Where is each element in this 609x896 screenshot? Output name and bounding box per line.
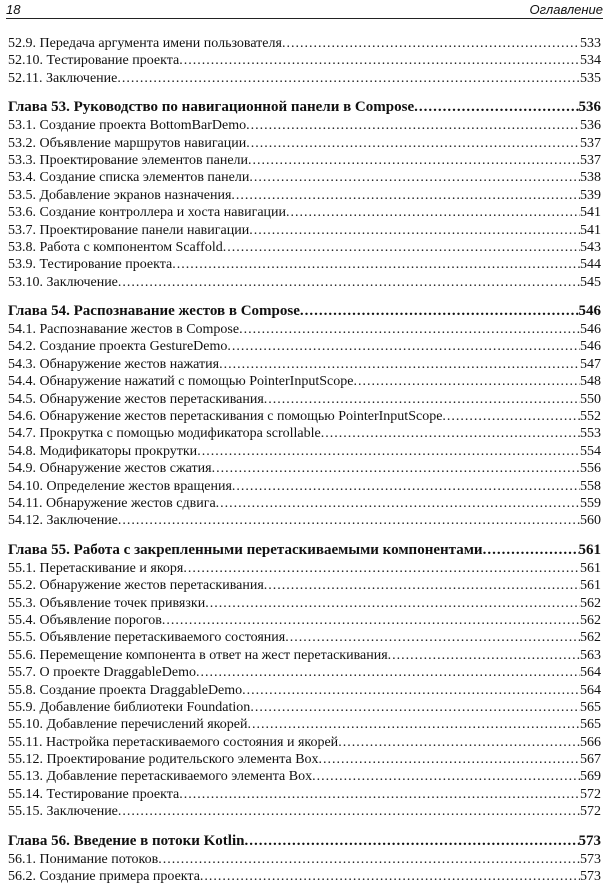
dot-leader bbox=[414, 98, 578, 117]
dot-leader bbox=[244, 832, 578, 851]
entry-title: 53.10. Заключение bbox=[8, 274, 118, 290]
toc-entry[interactable] bbox=[8, 751, 601, 768]
toc-entry[interactable] bbox=[8, 70, 601, 87]
entry-title: 55.4. Объявление порогов bbox=[8, 612, 162, 628]
page-ref: 554 bbox=[580, 443, 601, 459]
section-title: Оглавление bbox=[529, 2, 603, 17]
toc-entry[interactable] bbox=[8, 734, 601, 751]
page-ref: 558 bbox=[580, 478, 601, 494]
page-ref: 561 bbox=[580, 578, 601, 594]
toc-entry[interactable] bbox=[8, 204, 601, 221]
table-of-contents bbox=[8, 35, 601, 885]
entry-title: 55.11. Настройка перетаскиваемого состояния и якорей bbox=[8, 734, 339, 750]
page-ref: 535 bbox=[580, 70, 601, 86]
page-ref: 563 bbox=[580, 647, 601, 663]
dot-leader bbox=[196, 664, 580, 681]
toc-entry[interactable] bbox=[8, 460, 601, 477]
page-ref: 564 bbox=[580, 682, 601, 698]
running-header bbox=[6, 0, 603, 19]
toc-entry[interactable] bbox=[8, 612, 601, 629]
page-ref: 553 bbox=[580, 426, 601, 442]
dot-leader bbox=[264, 577, 580, 594]
dot-leader bbox=[223, 239, 580, 256]
toc-entry[interactable] bbox=[8, 560, 601, 577]
dot-leader bbox=[246, 117, 580, 134]
dot-leader bbox=[246, 135, 580, 152]
entry-title: 52.10. Тестирование проекта bbox=[8, 53, 180, 69]
toc-entry[interactable] bbox=[8, 803, 601, 820]
page-ref: 564 bbox=[580, 665, 601, 681]
dot-leader bbox=[300, 302, 579, 321]
dot-leader bbox=[158, 851, 580, 868]
toc-entry[interactable] bbox=[8, 786, 601, 803]
dot-leader bbox=[247, 716, 580, 733]
toc-entry[interactable] bbox=[8, 682, 601, 699]
toc-entry[interactable] bbox=[8, 716, 601, 733]
dot-leader bbox=[227, 338, 580, 355]
toc-entry[interactable] bbox=[8, 239, 601, 256]
entry-title: 53.6. Создание контроллера и хоста навигации bbox=[8, 205, 287, 221]
page-ref: 538 bbox=[580, 170, 601, 186]
page-ref: 567 bbox=[580, 752, 601, 768]
dot-leader bbox=[353, 373, 580, 390]
page-ref: 572 bbox=[580, 804, 601, 820]
entry-title: 54.4. Обнаружение нажатий с помощью PointerInputScope bbox=[8, 374, 354, 390]
entry-title: 55.3. Объявление точек привязки bbox=[8, 595, 206, 611]
entry-title: 53.9. Тестирование проекта bbox=[8, 257, 173, 273]
entry-title: 55.8. Создание проекта DraggableDemo bbox=[8, 682, 243, 698]
dot-leader bbox=[117, 70, 580, 87]
chapter-entry[interactable] bbox=[8, 832, 601, 851]
dot-leader bbox=[319, 751, 580, 768]
toc-entry[interactable] bbox=[8, 256, 601, 273]
dot-leader bbox=[442, 408, 580, 425]
page-ref: 545 bbox=[580, 274, 601, 290]
page-ref: 562 bbox=[580, 630, 601, 646]
toc-entry[interactable] bbox=[8, 629, 601, 646]
page-ref: 552 bbox=[580, 409, 601, 425]
toc-entry[interactable] bbox=[8, 512, 601, 529]
entry-title: 55.13. Добавление перетаскиваемого элемента Box bbox=[8, 769, 313, 785]
entry-title: 54.8. Модификаторы прокрутки bbox=[8, 443, 198, 459]
toc-entry[interactable] bbox=[8, 356, 601, 373]
dot-leader bbox=[264, 391, 580, 408]
toc-entry[interactable] bbox=[8, 222, 601, 239]
entry-title: 54.7. Прокрутка с помощью модификатора scrollable bbox=[8, 426, 321, 442]
page-ref: 536 bbox=[578, 99, 601, 116]
entry-title: 55.12. Проектирование родительского элемента Box bbox=[8, 752, 319, 768]
page-ref: 562 bbox=[580, 595, 601, 611]
page-ref: 550 bbox=[580, 391, 601, 407]
page-ref: 573 bbox=[580, 851, 601, 867]
entry-title: 55.9. Добавление библиотеки Foundation bbox=[8, 699, 251, 715]
page-ref: 539 bbox=[580, 187, 601, 203]
toc-entry[interactable] bbox=[8, 647, 601, 664]
page-ref: 561 bbox=[580, 560, 601, 576]
toc-entry[interactable] bbox=[8, 52, 601, 69]
entry-title: 55.6. Перемещение компонента в ответ на жест перетаскивания bbox=[8, 647, 388, 663]
dot-leader bbox=[249, 222, 580, 239]
chapter-entry[interactable] bbox=[8, 541, 601, 560]
chapter-title: Глава 53. Руководство по навигационной панели в Compose bbox=[8, 99, 415, 116]
entry-title: 53.3. Проектирование элементов панели bbox=[8, 152, 249, 168]
page-ref: 536 bbox=[580, 118, 601, 134]
page-ref: 534 bbox=[580, 53, 601, 69]
entry-title: 55.2. Обнаружение жестов перетаскивания bbox=[8, 578, 264, 594]
dot-leader bbox=[219, 356, 580, 373]
dot-leader bbox=[118, 274, 580, 291]
chapter-title: Глава 54. Распознавание жестов в Compose bbox=[8, 303, 300, 320]
toc-entry[interactable] bbox=[8, 321, 601, 338]
page-ref: 544 bbox=[580, 257, 601, 273]
page-ref: 548 bbox=[580, 374, 601, 390]
dot-leader bbox=[388, 647, 580, 664]
page-ref: 566 bbox=[580, 734, 601, 750]
chapter-entry[interactable] bbox=[8, 98, 601, 117]
page-ref: 537 bbox=[580, 152, 601, 168]
dot-leader bbox=[250, 699, 580, 716]
entry-title: 55.14. Тестирование проекта bbox=[8, 786, 180, 802]
dot-leader bbox=[200, 868, 580, 885]
dot-leader bbox=[242, 682, 580, 699]
toc-entry[interactable] bbox=[8, 391, 601, 408]
page-ref: 546 bbox=[578, 303, 601, 320]
page-ref: 543 bbox=[580, 239, 601, 255]
entry-title: 53.5. Добавление экранов назначения bbox=[8, 187, 232, 203]
entry-title: 53.2. Объявление маршрутов навигации bbox=[8, 135, 247, 151]
toc-entry[interactable] bbox=[8, 768, 601, 785]
entry-title: 54.2. Создание проекта GestureDemo bbox=[8, 339, 228, 355]
dot-leader bbox=[118, 803, 580, 820]
dot-leader bbox=[249, 169, 580, 186]
entry-title: 56.2. Создание примера проекта bbox=[8, 869, 200, 885]
entry-title: 54.9. Обнаружение жестов сжатия bbox=[8, 461, 212, 477]
dot-leader bbox=[231, 187, 580, 204]
toc-entry[interactable] bbox=[8, 443, 601, 460]
toc-entry[interactable] bbox=[8, 664, 601, 681]
dot-leader bbox=[197, 443, 580, 460]
toc-entry[interactable] bbox=[8, 338, 601, 355]
dot-leader bbox=[232, 478, 580, 495]
dot-leader bbox=[285, 629, 580, 646]
toc-entry[interactable] bbox=[8, 152, 601, 169]
page-ref: 533 bbox=[580, 36, 601, 51]
dot-leader bbox=[312, 768, 580, 785]
dot-leader bbox=[248, 152, 580, 169]
toc-entry[interactable] bbox=[8, 169, 601, 186]
chapter-title: Глава 55. Работа с закрепленными перетаскиваемыми компонентами bbox=[8, 541, 483, 558]
page-ref: 573 bbox=[578, 832, 601, 849]
entry-title: 52.11. Заключение bbox=[8, 70, 118, 86]
page-ref: 562 bbox=[580, 612, 601, 628]
toc-entry[interactable] bbox=[8, 187, 601, 204]
toc-entry[interactable] bbox=[8, 274, 601, 291]
toc-entry[interactable] bbox=[8, 851, 601, 868]
dot-leader bbox=[179, 52, 580, 69]
dot-leader bbox=[282, 35, 580, 52]
page-ref: 561 bbox=[578, 541, 601, 558]
dot-leader bbox=[286, 204, 580, 221]
entry-title: 53.8. Работа с компонентом Scaffold bbox=[8, 239, 223, 255]
toc-entry[interactable] bbox=[8, 373, 601, 390]
page-ref: 572 bbox=[580, 786, 601, 802]
page-ref: 537 bbox=[580, 135, 601, 151]
entry-title: 54.6. Обнаружение жестов перетаскивания с помощью PointerInputScope bbox=[8, 409, 443, 425]
dot-leader bbox=[321, 425, 580, 442]
toc-entry[interactable] bbox=[8, 478, 601, 495]
entry-title: 55.15. Заключение bbox=[8, 804, 118, 820]
entry-title: 55.5. Объявление перетаскиваемого состояния bbox=[8, 630, 286, 646]
toc-entry[interactable] bbox=[8, 117, 601, 134]
entry-title: 55.10. Добавление перечислений якорей bbox=[8, 717, 248, 733]
entry-title: 55.7. О проекте DraggableDemo bbox=[8, 665, 196, 681]
page-ref: 556 bbox=[580, 461, 601, 477]
entry-title: 54.10. Определение жестов вращения bbox=[8, 478, 232, 494]
entry-title: 53.7. Проектирование панели навигации bbox=[8, 222, 250, 238]
entry-title: 54.5. Обнаружение жестов перетаскивания bbox=[8, 391, 264, 407]
dot-leader bbox=[179, 786, 580, 803]
page-ref: 565 bbox=[580, 717, 601, 733]
dot-leader bbox=[239, 321, 580, 338]
toc-entry[interactable] bbox=[8, 595, 601, 612]
toc-entry[interactable] bbox=[8, 868, 601, 885]
entry-title: 53.4. Создание списка элементов панели bbox=[8, 170, 250, 186]
page-ref: 546 bbox=[580, 339, 601, 355]
toc-entry[interactable] bbox=[8, 408, 601, 425]
dot-leader bbox=[338, 734, 580, 751]
dot-leader bbox=[172, 256, 580, 273]
toc-entry[interactable] bbox=[8, 495, 601, 512]
dot-leader bbox=[483, 541, 579, 560]
toc-entry[interactable] bbox=[8, 577, 601, 594]
entry-title: 54.11. Обнаружение жестов сдвига bbox=[8, 495, 216, 511]
entry-title: 56.1. Понимание потоков bbox=[8, 851, 159, 867]
page-ref: 541 bbox=[580, 222, 601, 238]
page-ref: 560 bbox=[580, 513, 601, 529]
toc-entry[interactable] bbox=[8, 35, 601, 52]
page-ref: 559 bbox=[580, 495, 601, 511]
toc-entry[interactable] bbox=[8, 699, 601, 716]
entry-title: 53.1. Создание проекта BottomBarDemo bbox=[8, 118, 247, 134]
chapter-entry[interactable] bbox=[8, 302, 601, 321]
toc-entry[interactable] bbox=[8, 425, 601, 442]
page-ref: 546 bbox=[580, 322, 601, 338]
entry-title: 54.12. Заключение bbox=[8, 513, 118, 529]
dot-leader bbox=[216, 495, 580, 512]
entry-title: 55.1. Перетаскивание и якоря bbox=[8, 560, 184, 576]
dot-leader bbox=[162, 612, 580, 629]
page-ref: 573 bbox=[580, 869, 601, 885]
entry-title: 52.9. Передача аргумента имени пользователя bbox=[8, 36, 282, 51]
entry-title: 54.3. Обнаружение жестов нажатия bbox=[8, 356, 220, 372]
toc-entry[interactable] bbox=[8, 135, 601, 152]
page-ref: 541 bbox=[580, 205, 601, 221]
entry-title: 54.1. Распознавание жестов в Compose bbox=[8, 322, 240, 338]
dot-leader bbox=[183, 560, 580, 577]
chapter-title: Глава 56. Введение в потоки Kotlin bbox=[8, 832, 245, 849]
dot-leader bbox=[118, 512, 580, 529]
page-ref: 565 bbox=[580, 699, 601, 715]
page-ref: 569 bbox=[580, 769, 601, 785]
dot-leader bbox=[205, 595, 580, 612]
page-number: 18 bbox=[6, 2, 21, 17]
page-ref: 547 bbox=[580, 356, 601, 372]
dot-leader bbox=[212, 460, 580, 477]
